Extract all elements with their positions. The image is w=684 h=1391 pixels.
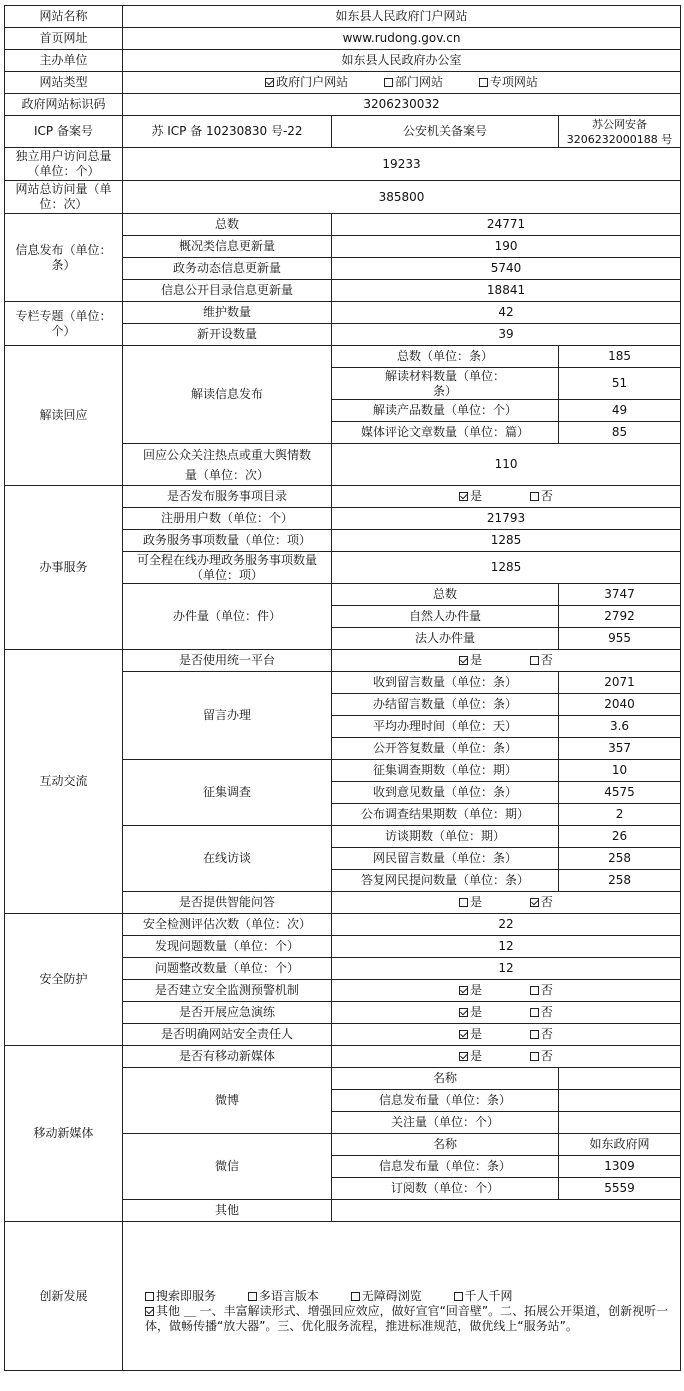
netizen-messages-value: 258 [559, 848, 681, 870]
weibo-follow-value [559, 1112, 681, 1134]
yes-option: 是 [459, 895, 482, 910]
unique-visitors-value: 19233 [123, 148, 681, 181]
weibo-name-label: 名称 [332, 1068, 559, 1090]
wechat-subs-value: 5559 [559, 1178, 681, 1200]
legal-person-cases-value: 955 [559, 628, 681, 650]
interpret-total-label: 总数（单位：条） [332, 346, 559, 368]
mobile-other-value [332, 1200, 681, 1222]
gov-dynamic-label: 政务动态信息更新量 [123, 258, 332, 280]
netizen-messages-label: 网民留言数量（单位：条） [332, 848, 559, 870]
page-views-value: 385800 [123, 181, 681, 214]
emergency-drill-label: 是否开展应急演练 [123, 1002, 332, 1024]
column-maintain-label: 维护数量 [123, 302, 332, 324]
column-new-value: 39 [332, 324, 681, 346]
unique-visitors-label: 独立用户访问总量（单位：个） [5, 148, 123, 181]
innovation-options [129, 1289, 674, 1304]
site-name-label: 网站名称 [5, 6, 123, 28]
no-option: 否 [530, 653, 553, 668]
checked-box-icon [265, 78, 274, 87]
wechat-label: 微信 [123, 1134, 332, 1200]
host-org-label: 主办单位 [5, 50, 123, 72]
cases-total-value: 3747 [559, 584, 681, 606]
cases-label: 办件量（单位：件） [123, 584, 332, 650]
service-catalog-choice [332, 486, 681, 508]
innovation-other: 其他 ＿ 一、丰富解读形式、增强回应效应，做好宣官“回音壁”。二、拓展公开渠道，创新视听一体，做畅传播“放大器”。三、优化服务流程，推进标准规范，做优线上“服务站”。 [145, 1303, 669, 1333]
media-comment-value: 85 [559, 422, 681, 444]
yes-option: 是 [459, 983, 482, 998]
interpret-total-value: 185 [559, 346, 681, 368]
opinions-received-value: 4575 [559, 782, 681, 804]
public-replies-label: 公开答复数量（单位：条） [332, 738, 559, 760]
site-type-options [123, 72, 681, 94]
no-option: 否 [530, 1005, 553, 1020]
weibo-name-value [559, 1068, 681, 1090]
online-interview-label: 在线访谈 [123, 826, 332, 892]
monitor-mechanism-label: 是否建立安全监测预警机制 [123, 980, 332, 1002]
opinions-received-label: 收到意见数量（单位：条） [332, 782, 559, 804]
interview-periods-label: 访谈期数（单位：期） [332, 826, 559, 848]
checked-box-icon [459, 986, 468, 995]
messages-received-label: 收到留言数量（单位：条） [332, 672, 559, 694]
security-checks-value: 22 [332, 914, 681, 936]
messages-done-value: 2040 [559, 694, 681, 716]
icp-value: 苏 ICP 备 10230830 号-22 [123, 116, 332, 148]
checked-box-icon [459, 1052, 468, 1061]
no-option: 否 [530, 1027, 553, 1042]
issues-found-value: 12 [332, 936, 681, 958]
column-maintain-value: 42 [332, 302, 681, 324]
site-type-label: 网站类型 [5, 72, 123, 94]
icp-label: ICP 备案号 [5, 116, 123, 148]
netizen-replies-value: 258 [559, 870, 681, 892]
yes-option: 是 [459, 653, 482, 668]
survey-results-value: 2 [559, 804, 681, 826]
unified-platform-choice [332, 650, 681, 672]
innovation-content [123, 1222, 681, 1371]
website-annual-report-table [4, 5, 681, 1371]
cases-total-label: 总数 [332, 584, 559, 606]
checked-box-icon [459, 1030, 468, 1039]
mobile-other-label: 其他 [123, 1200, 332, 1222]
column-section-label: 专栏专题（单位：个） [5, 302, 123, 346]
wechat-name-value: 如东政府网 [559, 1134, 681, 1156]
security-section-label: 安全防护 [5, 914, 123, 1046]
interpret-product-label: 解读产品数量（单位：个） [332, 400, 559, 422]
checked-box-icon [459, 1008, 468, 1017]
interpret-material-label: 解读材料数量（单位：条） [332, 368, 559, 400]
smart-qa-label: 是否提供智能问答 [123, 892, 332, 914]
service-catalog-label: 是否发布服务事项目录 [123, 486, 332, 508]
innovation-option-accessible: 无障碍浏览 [351, 1289, 422, 1304]
empty-box-icon [530, 1030, 539, 1039]
avg-handle-time-value: 3.6 [559, 716, 681, 738]
mobile-section-label: 移动新媒体 [5, 1046, 123, 1222]
interpret-section-label: 解读回应 [5, 346, 123, 486]
info-total-value: 24771 [332, 214, 681, 236]
empty-box-icon [384, 78, 393, 87]
checked-box-icon [459, 492, 468, 501]
checked-box-icon [459, 656, 468, 665]
interview-periods-value: 26 [559, 826, 681, 848]
yes-option: 是 [459, 1027, 482, 1042]
hotspot-response-label: 回应公众关注热点或重大舆情数量（单位：次） [123, 444, 332, 486]
online-service-items-value: 1285 [332, 552, 681, 584]
site-name-value: 如东县人民政府门户网站 [123, 6, 681, 28]
wechat-name-label: 名称 [332, 1134, 559, 1156]
yes-option: 是 [459, 489, 482, 504]
messages-done-label: 办结留言数量（单位：条） [332, 694, 559, 716]
has-mobile-label: 是否有移动新媒体 [123, 1046, 332, 1068]
homepage-url-value: www.rudong.gov.cn [123, 28, 681, 50]
empty-box-icon [351, 1292, 360, 1301]
survey-periods-value: 10 [559, 760, 681, 782]
police-record-label: 公安机关备案号 [332, 116, 559, 148]
registered-users-label: 注册用户数（单位：个） [123, 508, 332, 530]
survey-periods-label: 征集调查期数（单位：期） [332, 760, 559, 782]
no-option: 否 [530, 489, 553, 504]
homepage-url-label: 首页网址 [5, 28, 123, 50]
security-duty-label: 是否明确网站安全责任人 [123, 1024, 332, 1046]
security-duty-choice [332, 1024, 681, 1046]
survey-results-label: 公布调查结果期数（单位：期） [332, 804, 559, 826]
interpret-publish-label: 解读信息发布 [123, 346, 332, 444]
interact-section-label: 互动交流 [5, 650, 123, 914]
avg-handle-time-label: 平均办理时间（单位：天） [332, 716, 559, 738]
empty-box-icon [530, 492, 539, 501]
checked-box-icon [145, 1307, 154, 1316]
issues-found-label: 发现问题数量（单位：个） [123, 936, 332, 958]
site-type-department: 部门网站 [384, 75, 443, 90]
overview-info-value: 190 [332, 236, 681, 258]
emergency-drill-choice [332, 1002, 681, 1024]
police-record-value: 苏公网安备 3206232000188 号 [559, 116, 681, 148]
wechat-subs-label: 订阅数（单位：个） [332, 1178, 559, 1200]
overview-info-label: 概况类信息更新量 [123, 236, 332, 258]
no-option: 否 [530, 983, 553, 998]
site-type-gov-portal: 政府门户网站 [265, 75, 348, 90]
messages-received-value: 2071 [559, 672, 681, 694]
empty-box-icon [530, 1052, 539, 1061]
empty-box-icon [530, 986, 539, 995]
no-option: 否 [530, 1049, 553, 1064]
innovation-other-text: 一、丰富解读形式、增强回应效应，做好宣官“回音壁”。二、拓展公开渠道，创新视听一体，做畅传播“放大器”。三、优化服务流程，推进标准规范，做优线上“服务站”。 [145, 1303, 669, 1333]
security-checks-label: 安全检测评估次数（单位：次） [123, 914, 332, 936]
has-mobile-choice [332, 1046, 681, 1068]
site-type-special: 专项网站 [479, 75, 538, 90]
empty-box-icon [459, 898, 468, 907]
hotspot-response-value: 110 [332, 444, 681, 486]
no-option: 否 [530, 895, 553, 910]
interpret-material-value: 51 [559, 368, 681, 400]
interpret-product-value: 49 [559, 400, 681, 422]
yes-option: 是 [459, 1005, 482, 1020]
monitor-mechanism-choice [332, 980, 681, 1002]
empty-box-icon [530, 1008, 539, 1017]
column-new-label: 新开设数量 [123, 324, 332, 346]
natural-person-cases-value: 2792 [559, 606, 681, 628]
survey-label: 征集调查 [123, 760, 332, 826]
online-service-items-label: 可全程在线办理政务服务事项数量（单位：项） [123, 552, 332, 584]
service-section-label: 办事服务 [5, 486, 123, 650]
message-handling-label: 留言办理 [123, 672, 332, 760]
innovation-option-personalized: 千人千网 [454, 1289, 513, 1304]
weibo-posts-label: 信息发布量（单位：条） [332, 1090, 559, 1112]
wechat-posts-value: 1309 [559, 1156, 681, 1178]
issues-fixed-label: 问题整改数量（单位：个） [123, 958, 332, 980]
wechat-posts-label: 信息发布量（单位：条） [332, 1156, 559, 1178]
site-code-value: 3206230032 [123, 94, 681, 116]
natural-person-cases-label: 自然人办件量 [332, 606, 559, 628]
media-comment-label: 媒体评论文章数量（单位：篇） [332, 422, 559, 444]
site-code-label: 政府网站标识码 [5, 94, 123, 116]
service-items-value: 1285 [332, 530, 681, 552]
smart-qa-choice [332, 892, 681, 914]
gov-dynamic-value: 5740 [332, 258, 681, 280]
weibo-posts-value [559, 1090, 681, 1112]
empty-box-icon [248, 1292, 257, 1301]
empty-box-icon [479, 78, 488, 87]
registered-users-value: 21793 [332, 508, 681, 530]
issues-fixed-value: 12 [332, 958, 681, 980]
disclosure-catalog-value: 18841 [332, 280, 681, 302]
service-items-label: 政务服务事项数量（单位：项） [123, 530, 332, 552]
empty-box-icon [145, 1292, 154, 1301]
disclosure-catalog-label: 信息公开目录信息更新量 [123, 280, 332, 302]
weibo-label: 微博 [123, 1068, 332, 1134]
unified-platform-label: 是否使用统一平台 [123, 650, 332, 672]
host-org-value: 如东县人民政府办公室 [123, 50, 681, 72]
info-publish-section-label: 信息发布（单位：条） [5, 214, 123, 302]
innovation-section-label: 创新发展 [5, 1222, 123, 1371]
empty-box-icon [454, 1292, 463, 1301]
legal-person-cases-label: 法人办件量 [332, 628, 559, 650]
yes-option: 是 [459, 1049, 482, 1064]
innovation-option-search: 搜索即服务 [145, 1289, 216, 1304]
empty-box-icon [530, 656, 539, 665]
innovation-option-multilang: 多语言版本 [248, 1289, 319, 1304]
page-views-label: 网站总访问量（单位：次） [5, 181, 123, 214]
public-replies-value: 357 [559, 738, 681, 760]
info-total-label: 总数 [123, 214, 332, 236]
netizen-replies-label: 答复网民提问数量（单位：条） [332, 870, 559, 892]
weibo-follow-label: 关注量（单位：个） [332, 1112, 559, 1134]
checked-box-icon [530, 898, 539, 907]
